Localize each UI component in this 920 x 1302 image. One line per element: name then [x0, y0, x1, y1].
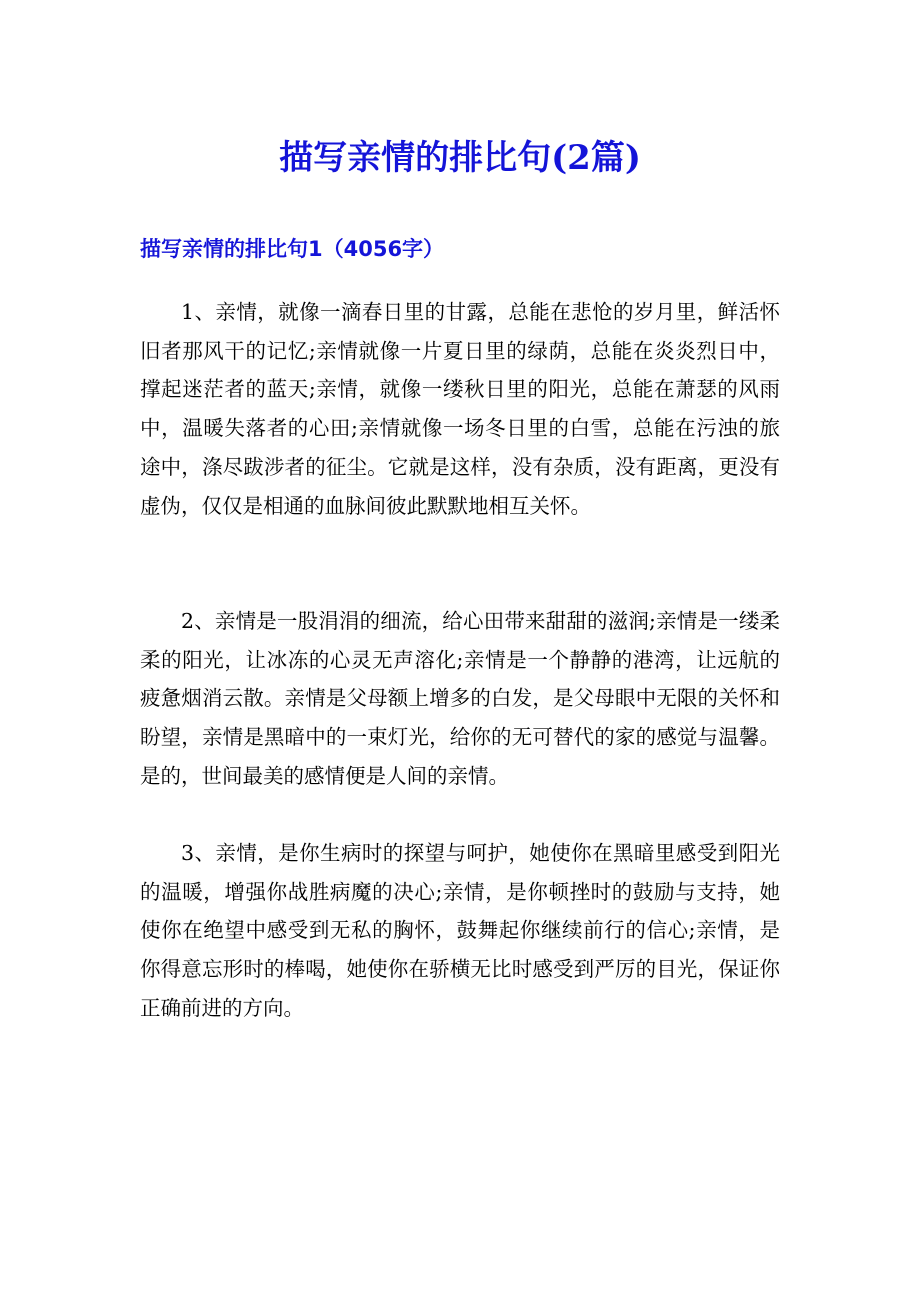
- paragraph-3: 3、亲情，是你生病时的探望与呵护，她使你在黑暗里感受到阳光的温暖，增强你战胜病魔的决心;亲情，是你顿挫时的鼓励与支持，她使你在绝望中感受到无私的胸怀，鼓舞起你继续前行的信心;亲情，是你得意忘形时的棒喝，她使你在骄横无比时感受到严厉的目光，保证你正确前进的方向。: [140, 841, 780, 1020]
- paragraph-1: 1、亲情，就像一滴春日里的甘露，总能在悲怆的岁月里，鲜活怀旧者那风干的记忆;亲情就像一片夏日里的绿荫，总能在炎炎烈日中，撑起迷茫者的蓝天;亲情，就像一缕秋日里的阳光，总能在萧瑟的风雨中，温暖失落者的心田;亲情就像一场冬日里的白雪，总能在污浊的旅途中，涤尽跋涉者的征尘。它就是这样，没有杂质，没有距离，更没有虚伪，仅仅是相通的血脉间彼此默默地相互关怀。: [140, 300, 780, 518]
- paragraph-2: 2、亲情是一股涓涓的细流，给心田带来甜甜的滋润;亲情是一缕柔柔的阳光，让冰冻的心灵无声溶化;亲情是一个静静的港湾，让远航的疲惫烟消云散。亲情是父母额上增多的白发，是父母眼中无限的关怀和盼望，亲情是黑暗中的一束灯光，给你的无可替代的家的感觉与温馨。是的，世间最美的感情便是人间的亲情。: [140, 609, 780, 788]
- section-heading: 描写亲情的排比句1（4056字）: [140, 237, 445, 261]
- page-title: 描写亲情的排比句(2篇): [279, 138, 641, 178]
